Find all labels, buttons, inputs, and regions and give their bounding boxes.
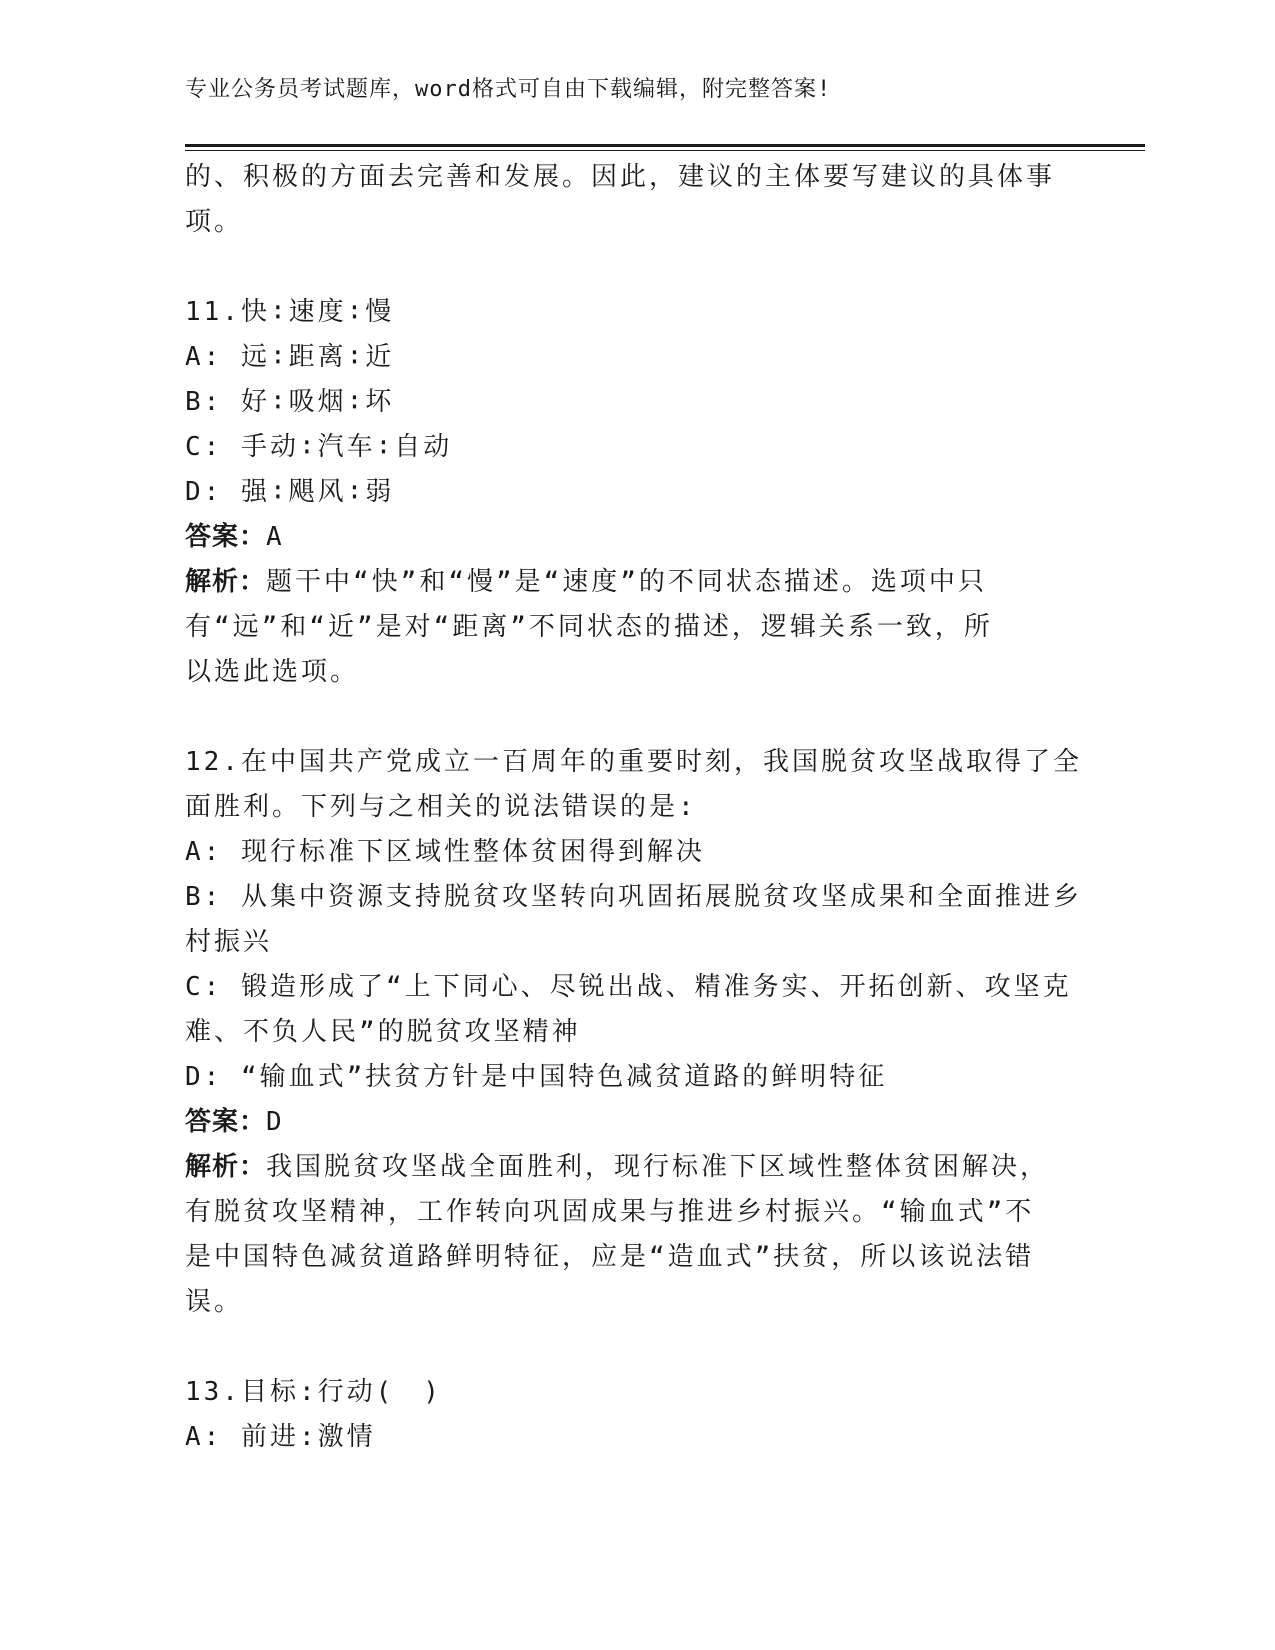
analysis-text: 题干中“快”和“慢”是“速度”的不同状态描述。选项中只: [266, 567, 987, 597]
option-b: B: 从集中资源支持脱贫攻坚转向巩固拓展脱贫攻坚成果和全面推进乡: [185, 882, 1082, 912]
option-a: A: 前进:激情: [185, 1422, 376, 1452]
option-c: C: 锻造形成了“上下同心、尽锐出战、精准务实、开拓创新、攻坚克: [185, 972, 1072, 1002]
page-header: 专业公务员考试题库，word格式可自由下载编辑，附完整答案!: [185, 77, 832, 102]
question-stem: 11.快∶速度∶慢: [185, 297, 395, 327]
question-stem: 12.在中国共产党成立一百周年的重要时刻，我国脱贫攻坚战取得了全: [185, 747, 1082, 777]
question-stem: 13.目标:行动( ): [185, 1377, 442, 1407]
intro-line: 项。: [185, 207, 244, 237]
option-b: B: 好∶吸烟∶坏: [185, 387, 395, 417]
analysis-text: 我国脱贫攻坚战全面胜利，现行标准下区域性整体贫困解决，: [266, 1152, 1050, 1182]
option-d: D: “输血式”扶贫方针是中国特色减贫道路的鲜明特征: [185, 1062, 888, 1092]
document-body: [185, 155, 1082, 1460]
answer-label: 答案：: [185, 522, 267, 552]
answer-value: A: [266, 522, 285, 552]
analysis-text: 有“远”和“近”是对“距离”不同状态的描述，逻辑关系一致，所: [185, 612, 993, 642]
analysis-line: [185, 1145, 1065, 1190]
intro-line: 的、积极的方面去完善和发展。因此，建议的主体要写建议的具体事: [185, 162, 1056, 192]
option-c: 难、不负人民”的脱贫攻坚精神: [185, 1017, 581, 1047]
option-d: D: 强∶飓风∶弱: [185, 477, 395, 507]
answer-value: D: [266, 1107, 285, 1137]
question-stem: 面胜利。下列与之相关的说法错误的是:: [185, 792, 697, 822]
analysis-text: 以选此选项。: [185, 657, 360, 687]
analysis-label: 解析：: [185, 1152, 267, 1182]
header-divider: [185, 144, 1145, 151]
question-13: [185, 1370, 1065, 1460]
analysis-text: 是中国特色减贫道路鲜明特征，应是“造血式”扶贫，所以该说法错: [185, 1242, 1035, 1272]
option-a: A: 现行标准下区域性整体贫困得到解决: [185, 837, 705, 867]
analysis-text: 有脱贫攻坚精神，工作转向巩固成果与推进乡村振兴。“输血式”不: [185, 1197, 1035, 1227]
analysis-line: [185, 560, 1065, 605]
option-a: A: 远∶距离∶近: [185, 342, 395, 372]
answer-label: 答案：: [185, 1107, 267, 1137]
option-c: C: 手动∶汽车∶自动: [185, 432, 453, 462]
answer-line: [185, 515, 1065, 560]
question-12: [185, 740, 1082, 1325]
analysis-text: 误。: [185, 1287, 244, 1317]
question-11: [185, 290, 1065, 695]
analysis-label: 解析：: [185, 567, 267, 597]
answer-line: [185, 1100, 1065, 1145]
option-b: 村振兴: [185, 927, 273, 957]
